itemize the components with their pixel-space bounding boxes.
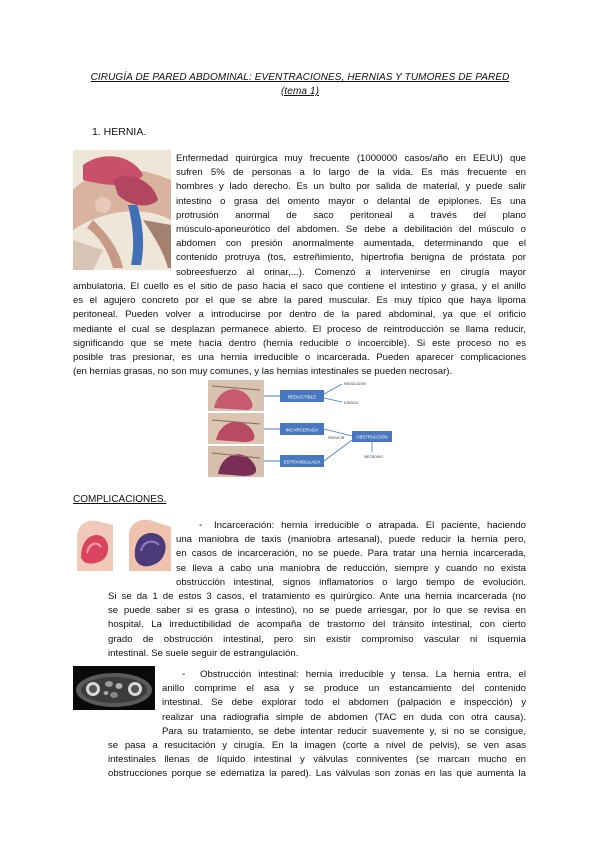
diagram-label: ATASCO: [344, 401, 359, 405]
complications-heading: COMPLICACIONES.: [73, 494, 167, 505]
paragraph-line: Incarceración: hernia irreducible o atrapada. El paciente, haciendo: [214, 520, 526, 531]
diagram-label: NECROSIS: [364, 455, 383, 459]
paragraph-line: (en hernias grasas, no son muy comunes, y las hernias intestinales se pueden necrosar).: [73, 366, 453, 378]
hernia-paragraph-full: [73, 280, 526, 379]
paragraph-line: protrusión anormal de saco peritoneal a través del plano: [176, 209, 526, 221]
incarceration-paragraph-wrapped: [176, 519, 526, 590]
diagram-label: REDUCCIÓN: [344, 382, 366, 386]
section-heading-hernia: 1. HERNIA.: [92, 126, 147, 138]
paragraph-line: mediante el cual se desplazan permanece abierto. El proceso de reintroducción se llama reducir,: [73, 323, 526, 335]
paragraph-line: una maniobra de taxis (maniobra artesanal), puede reducir la hernia pero,: [176, 534, 526, 546]
paragraph-line: es el agujero concreto por el que se abre la pared muscular. Es muy típico que haya lipoma: [73, 295, 526, 307]
diagram-box-label: REDUCTIBLE: [287, 394, 317, 400]
paragraph-line: sobreesfuerzo al orinar,...). Comenzó a intervenirse en cirugía mayor: [176, 266, 526, 278]
paragraph-line: abdomen con presión anormalmente aumentada, determinando que el: [176, 238, 526, 250]
bullet-marker: -: [182, 669, 186, 680]
paragraph-line: obstrucción intestinal, signos inflamatorios o largo tiempo de evolución.: [176, 576, 526, 588]
paragraph-line: Si se da 1 de estos 3 casos, el tratamiento es quirúrgico. Ante una hernia incarcerada (no: [108, 591, 526, 602]
paragraph-line: contenido protruya (tos, estreñimiento, hipertrofia benigna de próstata por: [176, 252, 526, 264]
paragraph-line: en casos de incarceración, no se puede. Para tratar una hernia incarcerada,: [176, 548, 526, 560]
paragraph-line: significando que se mete hacia dentro (hernia reducible o incoercible). Si este proceso no es: [73, 337, 526, 349]
paragraph-line: se pasa a resucitación y cirugía. En la imagen (corte a nivel de pelvis), se ven asas: [108, 740, 526, 751]
incarceration-illustration: [73, 517, 175, 573]
paragraph-line: ambulatoria. El cuello es el sitio de paso hacia el saco que contiene el intestino y grasa, y el anillo: [73, 281, 526, 292]
paragraph-line: obstrucciones porque se edematiza la pared). Las válvulas son zonas en las que aumenta la: [108, 768, 526, 780]
paragraph-line: intestinales llenas de líquido intestinal y válvulas conniventes (se marcan mucho en: [108, 754, 526, 766]
paragraph-line: se lleva a cabo una maniobra de reducción, siempre y cuando no exista: [176, 562, 526, 574]
paragraph-line: hombres y lado derecho. Es un bulto por salida de material, y puede salir: [176, 181, 526, 193]
paragraph-line: grado de obstrucción intestinal, pero sin existir compromiso vascular ni isquemia: [108, 633, 526, 645]
paragraph-line: Para su tratamiento, se debe intentar reducir suavemente y, si no se consigue,: [162, 725, 526, 737]
paragraph-line: anillo comprime el asa y se produce un estancamiento del contenido: [162, 683, 526, 695]
paragraph-line: intestinal. Se suele seguir de estrangulación.: [108, 647, 299, 659]
obstruction-paragraph-wrapped: [162, 668, 526, 739]
paragraph-line: músculo-aponeurótico del abdomen. Se debe a debilitación del músculo o: [176, 224, 526, 236]
paragraph-line: Obstrucción intestinal: hernia irreducible y tensa. La hernia entra, el: [200, 669, 526, 680]
diagram-box-label: OBSTRUCCIÓN: [356, 434, 388, 440]
paragraph-line: hospital. La irreductibilidad de acompaña de trastorno del tránsito intestinal, con cierto: [108, 619, 526, 631]
paragraph-line: se puede saber si es grasa o intestino), no se puede arriesgar, por lo que se revisa en: [108, 605, 526, 617]
document-title: CIRUGÍA DE PARED ABDOMINAL: EVENTRACIONES, HERNIAS Y TUMORES DE PARED: [90, 72, 510, 83]
paragraph-line: peritoneal. Pueden volver a introducirse por dentro de la pared abdominal, ya que el orificio: [73, 309, 526, 321]
hernia-paragraph-wrapped: [176, 152, 526, 280]
paragraph-line: Enfermedad quirúrgica muy frecuente (1000000 casos/año en EEUU) que: [176, 153, 526, 164]
hernia-anatomy-illustration: [73, 150, 171, 270]
incarceration-paragraph-full: [108, 590, 526, 661]
diagram-box-label: INCARCERADA: [285, 427, 319, 433]
bullet-marker: -: [199, 520, 203, 531]
hernia-types-diagram: [208, 378, 398, 478]
obstruction-paragraph-full: [108, 739, 526, 782]
paragraph-line: realizar una radiografía simple de abdomen (TAC en duda con otra causa).: [162, 711, 526, 723]
paragraph-line: intestinal. Se debe explorar todo el abdomen (palpación e inspección) y: [162, 697, 526, 709]
paragraph-line: intestino o grasa del omento mayor o delantal de epiplones. Es una: [176, 195, 526, 207]
paragraph-line: posible tras presionar, es una hernia irreducible o incarcerada. Pueden aparecer complicaciones: [73, 352, 526, 364]
diagram-box-label: ESTRANGULADA: [283, 459, 321, 465]
diagram-label: REDUCIR: [328, 436, 345, 440]
paragraph-line: sufren 5% de personas a lo largo de la vida. Es más frecuente en: [176, 167, 526, 179]
document-subtitle: (tema 1): [280, 86, 320, 97]
ct-pelvis-image: [73, 666, 155, 710]
